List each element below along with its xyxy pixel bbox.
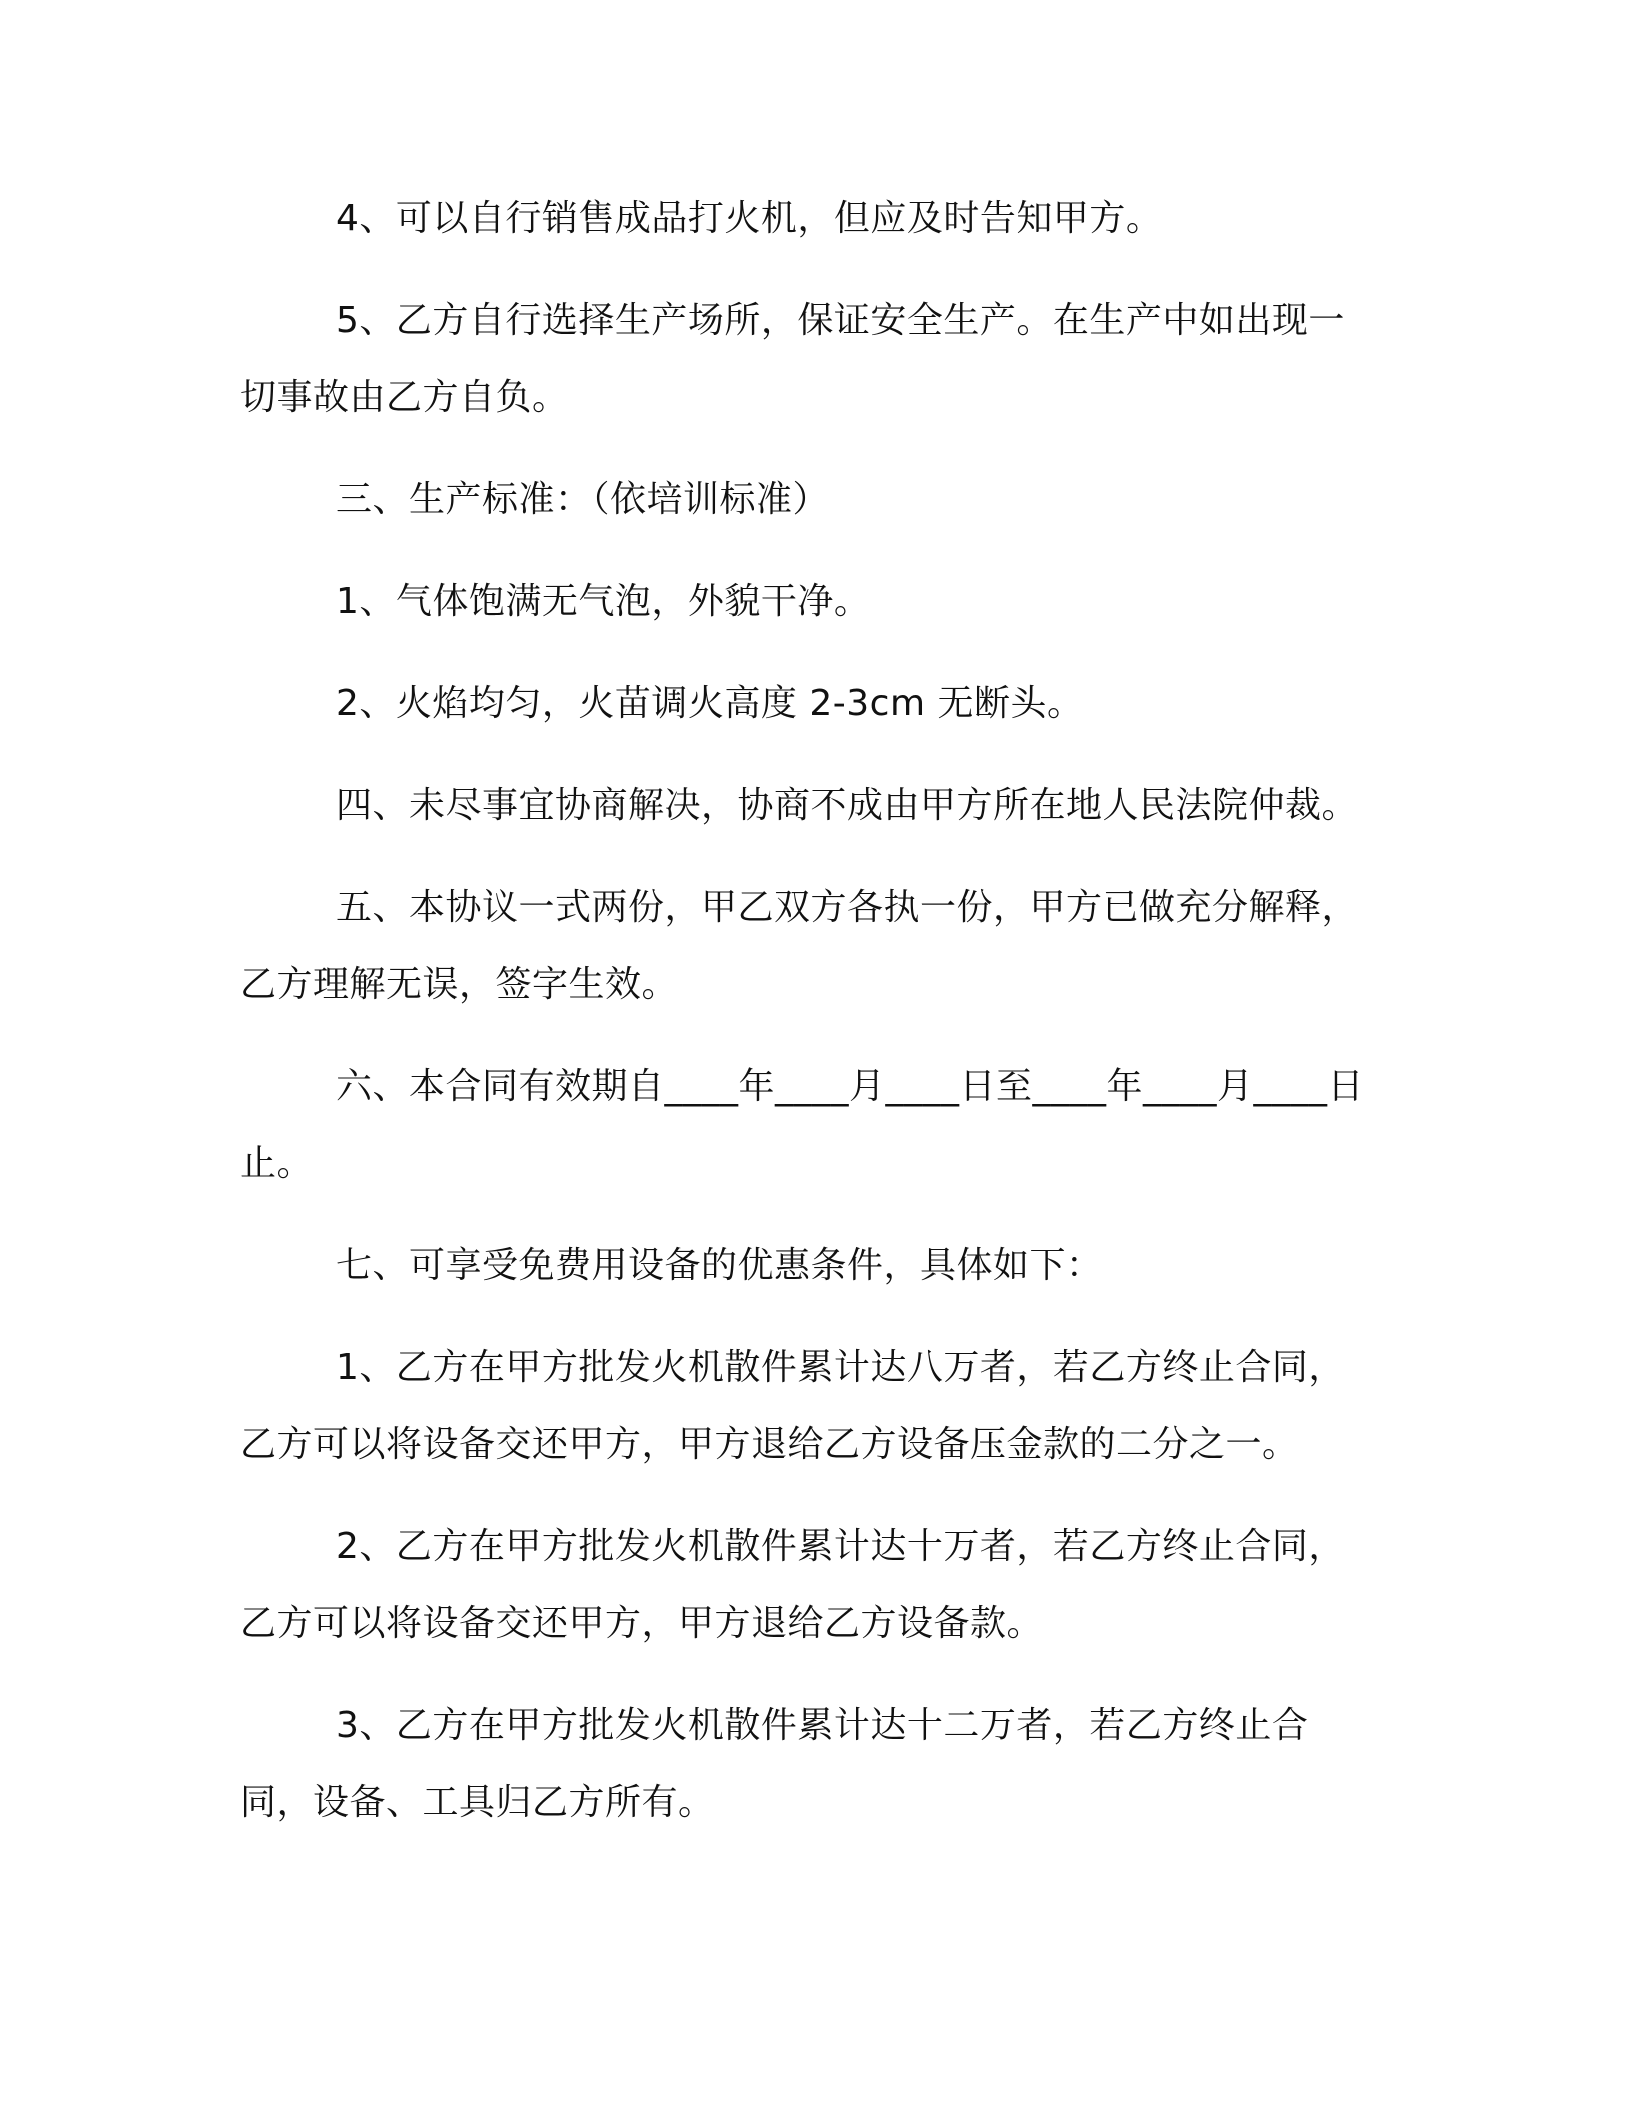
paragraph-production-site: 5、乙方自行选择生产场所，保证安全生产。在生产中如出现一切事故由乙方自负。 [240, 300, 1345, 418]
paragraph-dispute-resolution: 四、未尽事宜协商解决，协商不成由甲方所在地人民法院仲裁。 [336, 785, 1359, 826]
paragraph-condition-80k: 1、乙方在甲方批发火机散件累计达八万者，若乙方终止合同，乙方可以将设备交还甲方，甲方退给乙方设备压金款的二分之一。 [240, 1347, 1345, 1465]
document-body [240, 180, 1380, 1841]
section-heading-free-equipment: 七、可享受免费用设备的优惠条件，具体如下： [336, 1245, 1103, 1286]
paragraph-gas-standard: 1、气体饱满无气泡，外貌干净。 [336, 581, 871, 622]
paragraph-sell-lighters: 4、可以自行销售成品打火机，但应及时告知甲方。 [336, 198, 1163, 239]
paragraph-condition-120k: 3、乙方在甲方批发火机散件累计达十二万者，若乙方终止合同，设备、工具归乙方所有。 [240, 1705, 1309, 1823]
paragraph-validity-period: 六、本合同有效期自____年____月____日至____年____月____日止。 [240, 1066, 1365, 1184]
section-heading-production-standard: 三、生产标准：（依培训标准） [336, 479, 830, 520]
paragraph-condition-100k: 2、乙方在甲方批发火机散件累计达十万者，若乙方终止合同，乙方可以将设备交还甲方，甲方退给乙方设备款。 [240, 1526, 1345, 1644]
paragraph-copies: 五、本协议一式两份，甲乙双方各执一份，甲方已做充分解释，乙方理解无误，签字生效。 [240, 887, 1359, 1005]
paragraph-flame-standard: 2、火焰均匀，火苗调火高度 2-3cm 无断头。 [336, 683, 1084, 724]
